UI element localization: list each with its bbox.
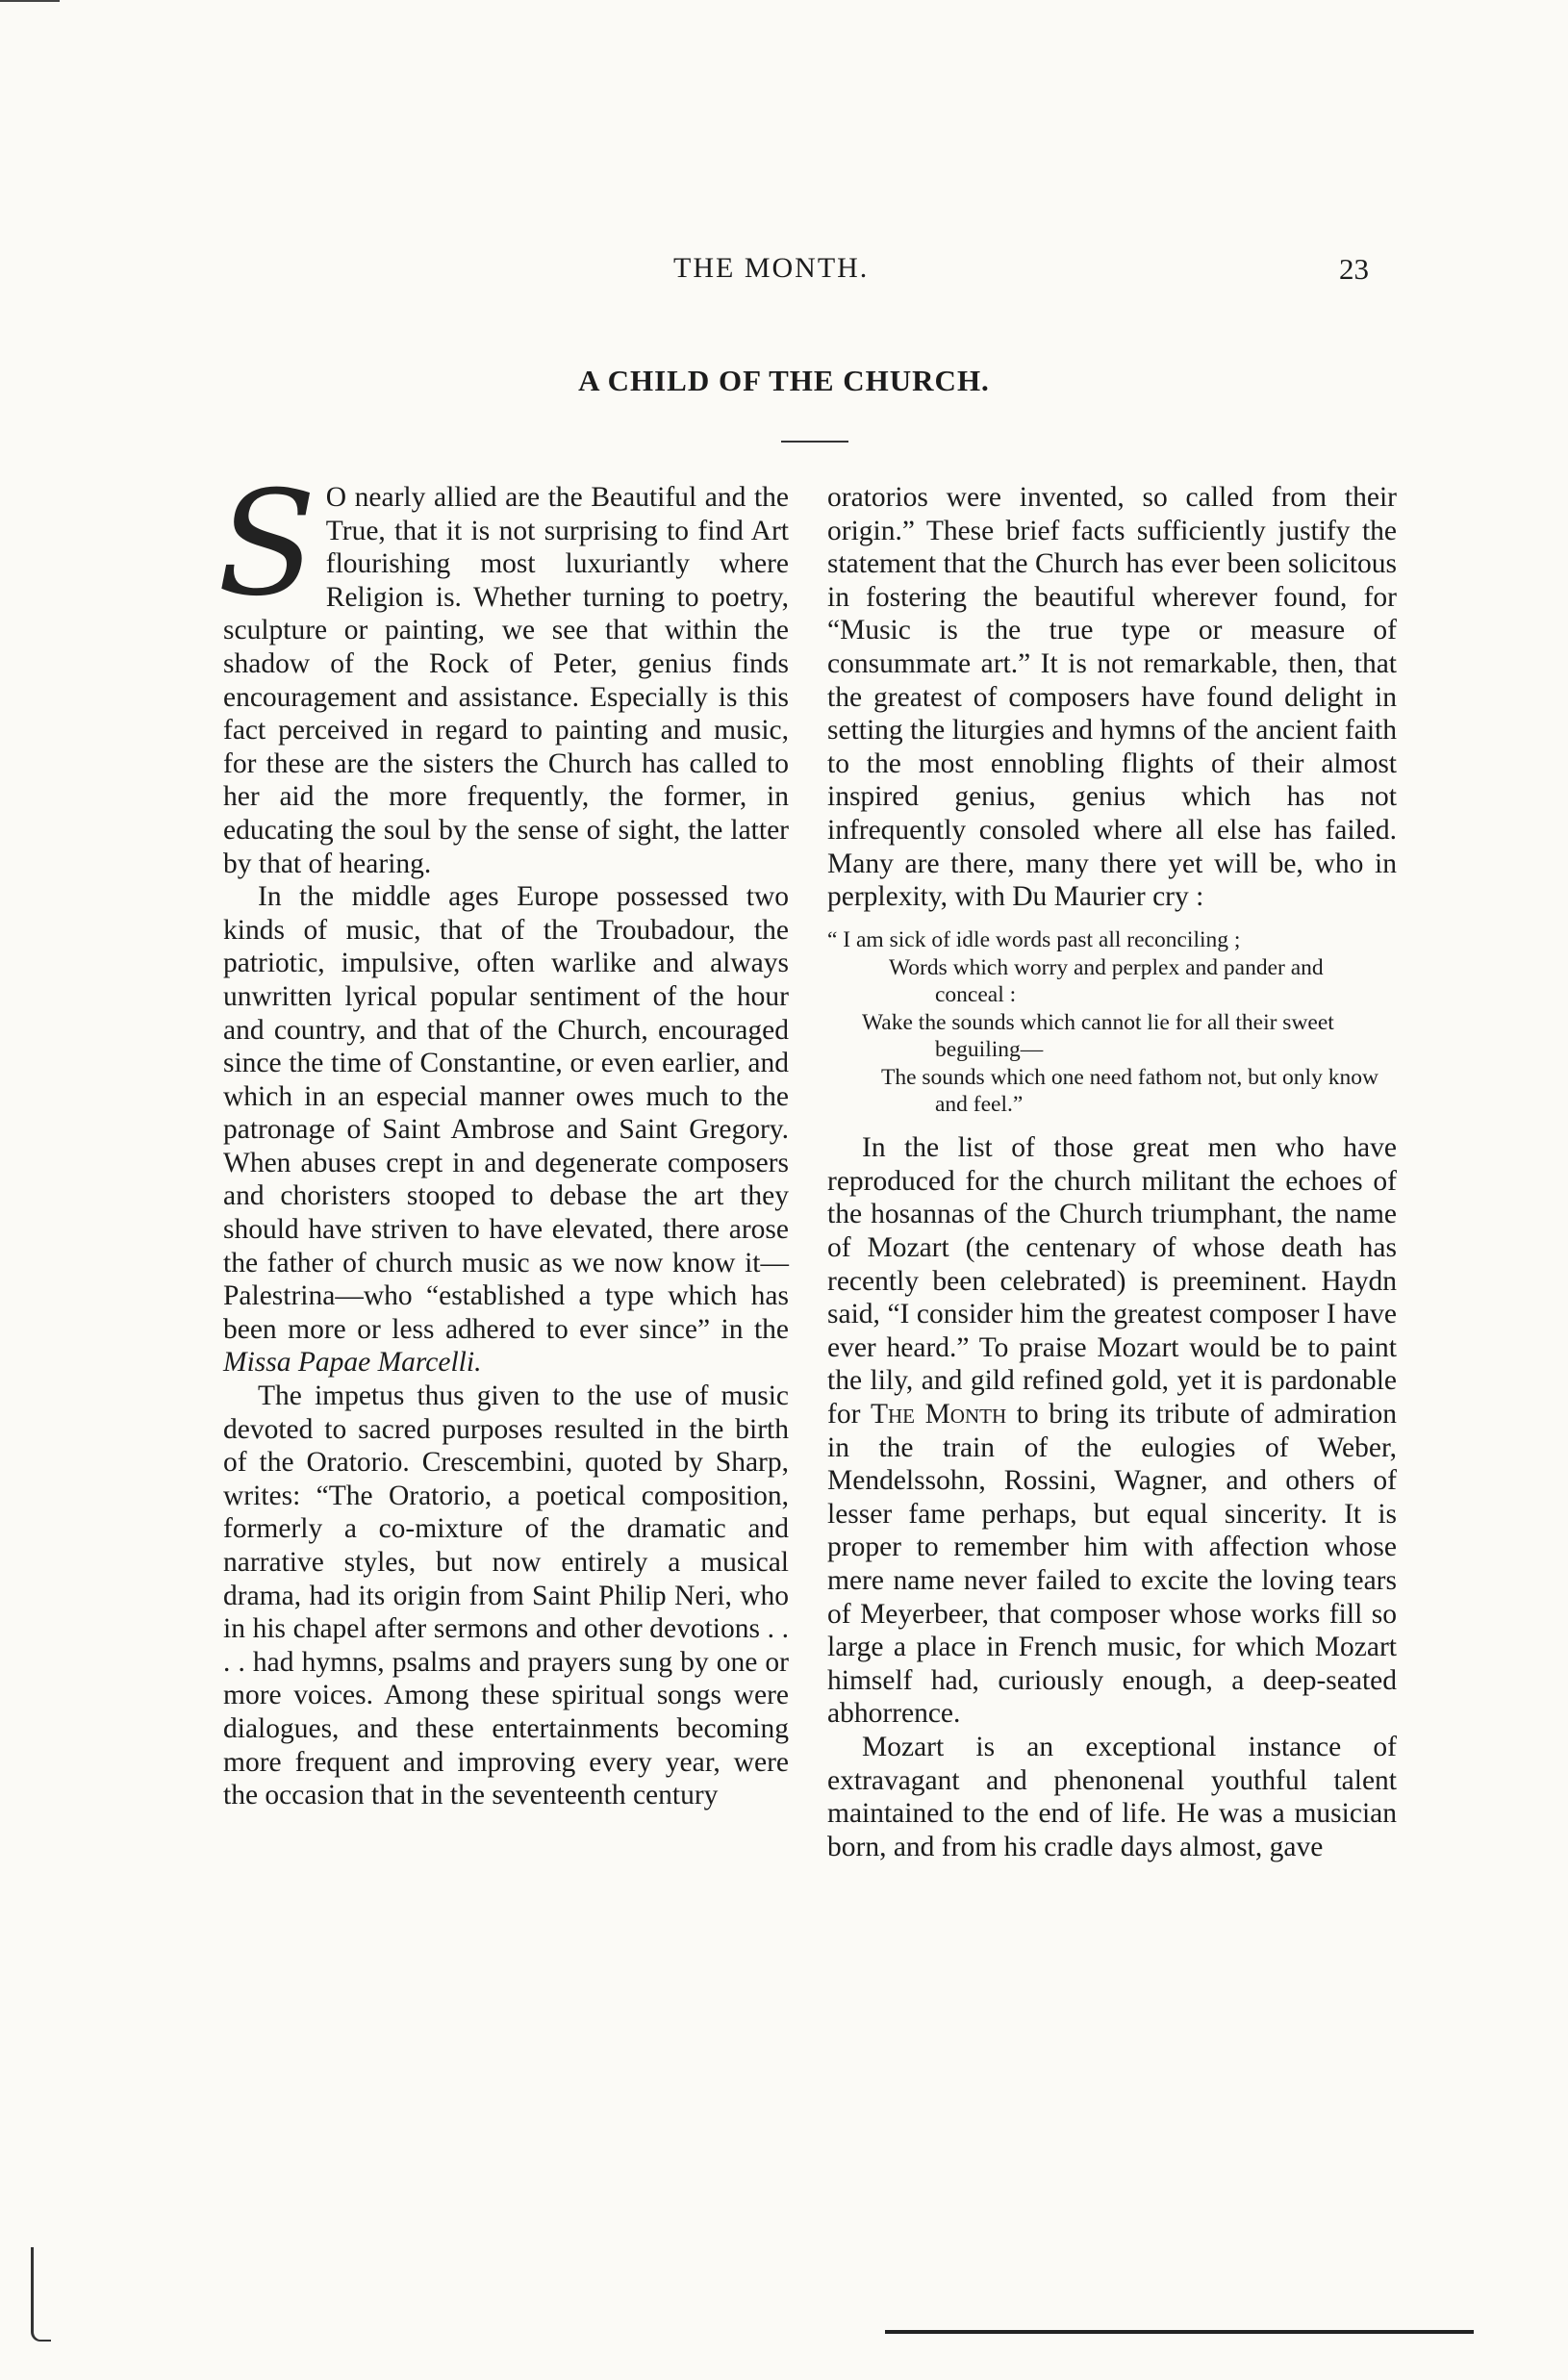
- poem-line: Wake the sounds which cannot lie for all their sweet beguiling—: [862, 1010, 1334, 1062]
- paragraph-4-text-a: In the list of those great men who have reproduced for the church militant the echoes of the hosannas of the Church triumphant, the name of Mozart (the centenary of whose death has recently been celebrated) is preeminent. Haydn said, “I consider him the greatest composer I have ever heard.” To praise Mozart would be to paint the lily, and gild refined gold, yet it is pardonable for: [827, 1132, 1397, 1430]
- paragraph-4: [827, 1131, 1397, 1731]
- paragraph-4-text-b: to bring its tribute of admiration in the train of the eulogies of Weber, Mendelssohn, Rossini, Wagner, and others of lesser fame perhaps, but equal sincerity. It is proper to remember him with affection whose mere name never failed to excite the loving tears of Meyerbeer, that composer whose works fill so large a place in French music, for which Mozart himself had, curiously enough, a deep-seated abhorrence.: [827, 1398, 1398, 1730]
- missa-title: Missa Papae Marcelli.: [223, 1347, 482, 1379]
- scan-corner-mark: [31, 2247, 51, 2342]
- paragraph-1: [217, 461, 789, 880]
- paragraph-2: [223, 880, 789, 1380]
- paragraph-3-text: The impetus thus given to the use of music devoted to sacred purposes resulted in the birth of the Oratorio. Crescembini, quoted by Sharp, writes: “The Oratorio, a poetical composition, formerly a co-mixture of the dramatic and narrative styles, but now entirely a musical drama, had its origin from Saint Philip Neri, who in his chapel after sermons and other devotions . . . . had hymns, psalms and prayers sung by one or more voices. Among these spiritual songs were dialogues, and these entertainments becoming more frequent and improving every year, were the occasion that in the seventeenth century: [223, 1380, 789, 1811]
- paragraph-2-text: In the middle ages Europe possessed two kinds of music, that of the Troubadour, the patriotic, impulsive, often warlike and always unwritten lyrical popular sentiment of the hour and country, and that of the Church, encouraged since the time of Constantine, or even earlier, and which in an especial manner owes much to the patronage of Saint Ambrose and Saint Gregory. When abuses crept in and degenerate composers and choristers stooped to debase the art they should have striven to have elevated, there arose the father of church music as we now know it—Palestrina—who “established a type which has been more or less adhered to ever since” in the: [223, 881, 789, 1345]
- bottom-rule: [885, 2330, 1474, 2334]
- poem-line: “ I am sick of idle words past all reconciling ;: [827, 926, 1241, 952]
- scan-mark: [0, 0, 60, 2]
- page-number: 23: [1339, 252, 1369, 286]
- paragraph-3: [223, 1380, 789, 1812]
- poem-line: The sounds which one need fathom not, but only know and feel.”: [881, 1065, 1378, 1117]
- poem-line: Words which worry and perplex and pander and conceal :: [889, 955, 1324, 1007]
- poem-quote: [827, 927, 1397, 1119]
- left-column: [217, 461, 789, 1812]
- magazine-name: The Month: [870, 1398, 1007, 1430]
- paragraph-5: Mozart is an exceptional instance of extravagant and phenonenal youthful talent maintained to the end of life. He was a musician born, and from his cradle days almost, gave: [827, 1731, 1397, 1862]
- drop-cap: S: [217, 461, 316, 628]
- article-title: A CHILD OF THE CHURCH.: [578, 364, 990, 397]
- paragraph-1-text: O nearly allied are the Beautiful and the True, that it is not surprising to find Art flourishing most luxuriantly where Religion is. Whether turning to poetry, sculpture or painting, we see that within the shadow of the Rock of Peter, genius finds encouragement and assistance. Especially is this fact perceived in regard to painting and music, for these are the sisters the Church has called to her aid the more frequently, the former, in educating the soul by the sense of sight, the latter by that of hearing.: [223, 482, 789, 879]
- running-head: THE MONTH.: [673, 252, 870, 284]
- title-rule: [781, 441, 848, 443]
- right-column: [827, 481, 1397, 1863]
- paragraph-3-continued: oratorios were invented, so called from their origin.” These brief facts sufficiently justify the statement that the Church has ever been solicitous in fostering the beautiful wherever found, for “Music is the true type or measure of consummate art.” It is not remarkable, then, that the greatest of composers have found delight in setting the liturgies and hymns of the ancient faith to the most ennobling flights of their almost inspired genius, genius which has not infrequently consoled where all else has failed. Many are there, many there yet will be, who in perplexity, with Du Maurier cry :: [827, 482, 1397, 913]
